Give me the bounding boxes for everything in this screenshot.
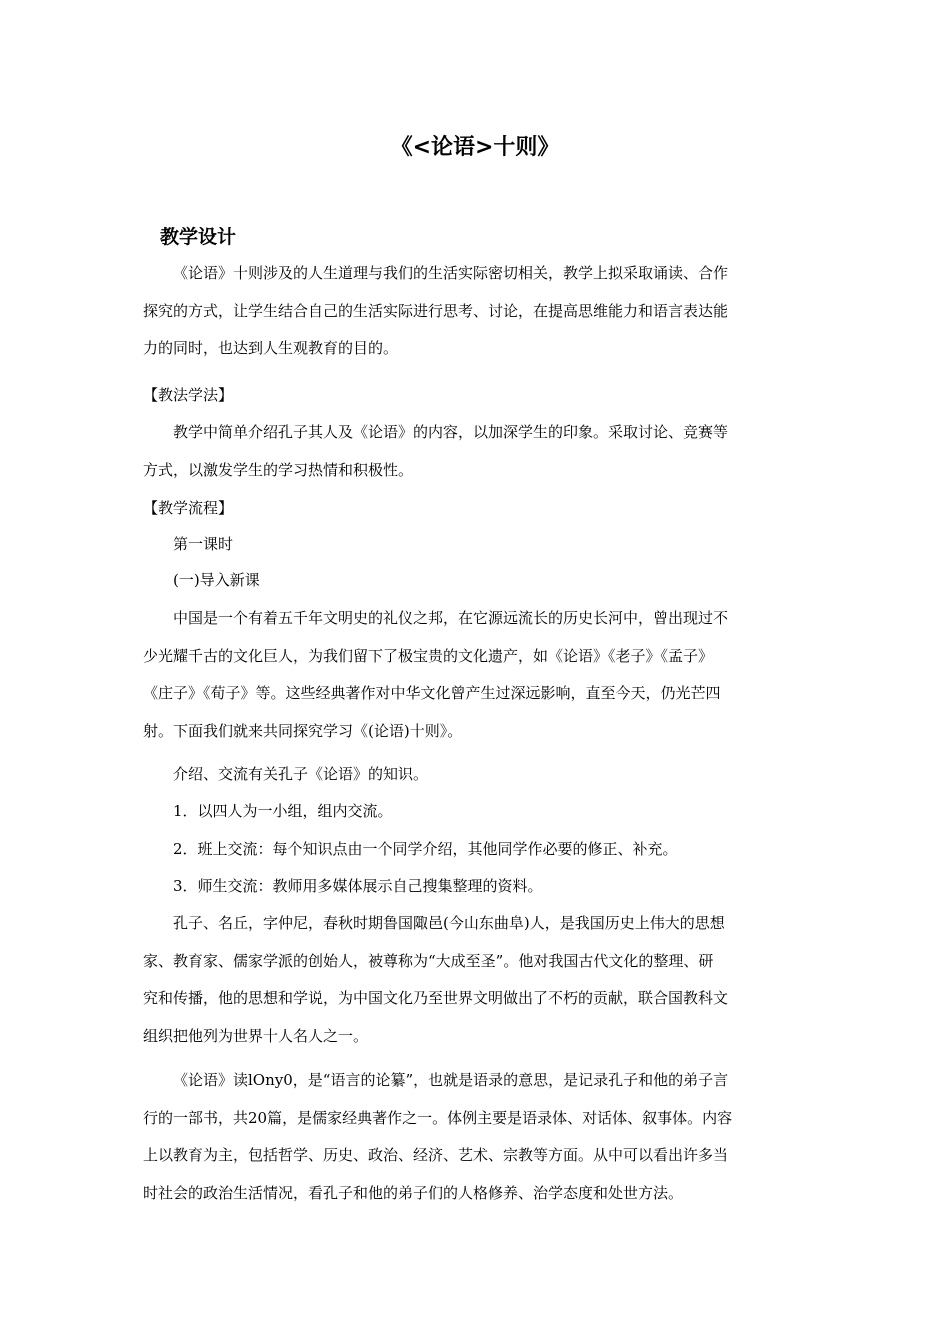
lesson-label-text: 第一课时 bbox=[173, 535, 234, 553]
process-heading bbox=[143, 490, 803, 528]
methods-line-1: 教学中简单介绍孔子其人及《论语》的内容，以加深学生的印象。采取讨论、竞赛等 bbox=[173, 423, 729, 441]
analects-line-4: 时社会的政治生活情况，看孔子和他的弟子们的人格修养、治学态度和处世方法。 bbox=[143, 1183, 684, 1202]
confucius-paragraph bbox=[143, 905, 803, 1055]
intro-line-3: 力的同时，也达到人生观教育的目的。 bbox=[143, 339, 399, 357]
process-heading-text: 【教学流程】 bbox=[143, 499, 234, 517]
lesson-intro-line-2: 少光耀千古的文化巨人，为我们留下了极宝贵的文化遗产，如《论语》《老子》《孟子》 bbox=[143, 646, 714, 665]
analects-line-3: 上以教育为主，包括哲学、历史、政治、经济、艺术、宗教等方面。从中可以看出许多当 bbox=[143, 1146, 729, 1164]
intro-line-2: 探究的方式，让学生结合自己的生活实际进行思考、讨论，在提高思维能力和语言表达能 bbox=[143, 301, 729, 320]
confucius-line-2: 家、教育家、儒家学派的创始人，被尊称为“大成至圣”。他对我国古代文化的整理、研 bbox=[143, 951, 714, 970]
step-label bbox=[143, 562, 803, 600]
step-label-text: (一)导入新课 bbox=[173, 571, 260, 589]
methods-paragraph bbox=[143, 414, 803, 489]
lesson-label bbox=[143, 526, 803, 564]
exchange-intro bbox=[143, 756, 803, 794]
confucius-line-4: 组织把他列为世界十人名人之一。 bbox=[143, 1026, 369, 1045]
analects-line-1: 《论语》读lOny0，是“语言的论纂”，也就是语录的意思，是记录孔子和他的弟子言 bbox=[173, 1071, 729, 1089]
document-title: 《<论语>十则》 bbox=[390, 135, 560, 160]
exchange-step-2: 2．班上交流：每个知识点由一个同学介绍，其他同学作必要的修正、补充。 bbox=[173, 839, 678, 858]
confucius-line-1: 孔子、名丘，字仲尼，春秋时期鲁国陬邑(今山东曲阜)人，是我国历史上伟大的思想 bbox=[173, 914, 725, 932]
lesson-intro-line-4: 射。下面我们就来共同探究学习《(论语)十则》。 bbox=[143, 721, 463, 740]
methods-heading bbox=[143, 377, 803, 415]
confucius-line-3: 究和传播，他的思想和学说，为中国文化乃至世界文明做出了不朽的贡献，联合国教科文 bbox=[143, 989, 729, 1007]
methods-heading-text: 【教法学法】 bbox=[143, 386, 234, 404]
exchange-intro-text: 介绍、交流有关孔子《论语》的知识。 bbox=[173, 765, 429, 783]
lesson-intro-line-3: 《庄子》《荀子》等。这些经典著作对中华文化曾产生过深远影响，直至今天，仍光芒四 bbox=[143, 684, 721, 702]
analects-paragraph bbox=[143, 1062, 803, 1212]
section-heading-teaching-design: 教学设计 bbox=[160, 226, 237, 248]
exchange-step-1: 1．以四人为一小组，组内交流。 bbox=[173, 802, 393, 820]
exchange-step-3: 3．师生交流：教师用多媒体展示自己搜集整理的资料。 bbox=[173, 877, 543, 895]
intro-line-1: 《论语》十则涉及的人生道理与我们的生活实际密切相关，教学上拟采取诵读、合作 bbox=[173, 264, 729, 282]
intro-paragraph bbox=[143, 255, 803, 368]
methods-line-2: 方式，以激发学生的学习热情和积极性。 bbox=[143, 460, 414, 479]
lesson-intro-paragraph bbox=[143, 600, 803, 750]
exchange-steps-list bbox=[143, 793, 803, 906]
analects-line-2: 行的一部书，共20篇，是儒家经典著作之一。体例主要是语录体、对话体、叙事体。内容 bbox=[143, 1108, 733, 1127]
lesson-intro-line-1: 中国是一个有着五千年文明史的礼仪之邦，在它源远流长的历史长河中，曾出现过不 bbox=[173, 609, 729, 627]
